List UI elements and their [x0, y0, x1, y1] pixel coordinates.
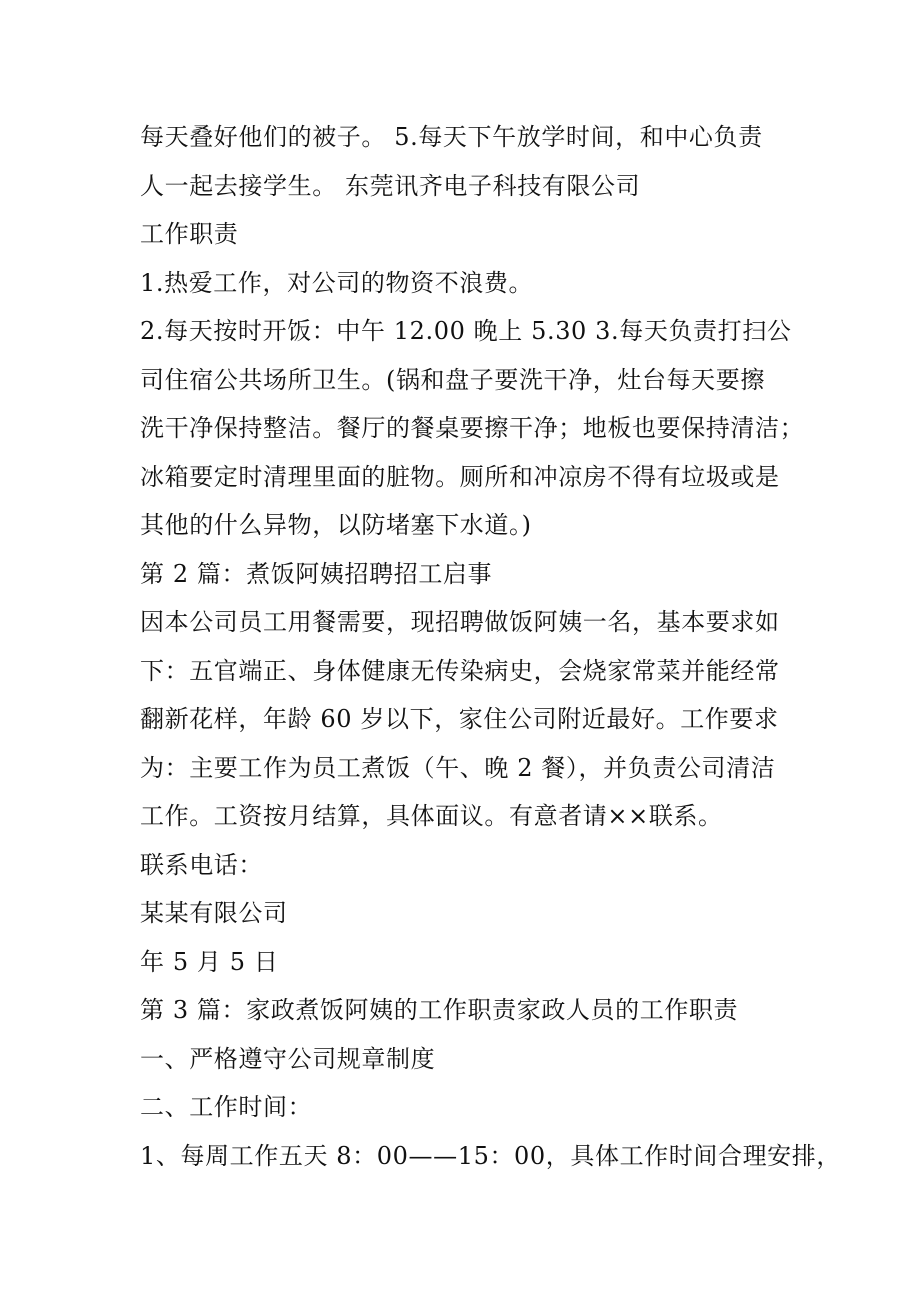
list-heading: 二、工作时间：: [140, 1093, 313, 1121]
text-line: 翻新花样，年龄 60 岁以下，家住公司附近最好。工作要求: [140, 705, 779, 733]
text-line: 下：五官端正、身体健康无传染病史，会烧家常菜并能经常: [140, 656, 780, 685]
text-line: 1.热爱工作，对公司的物资不浪费。: [140, 268, 534, 297]
section-heading: 工作职责: [140, 220, 239, 248]
text-line: 其他的什么异物，以防堵塞下水道。): [140, 511, 532, 539]
section-heading: 第 3 篇：家政煮饭阿姨的工作职责家政人员的工作职责: [140, 996, 739, 1024]
text-line: 洗干净保持整洁。餐厅的餐桌要擦干净；地板也要保持清洁；: [140, 414, 805, 442]
section-heading: 第 2 篇：煮饭阿姨招聘招工启事: [140, 559, 493, 588]
text-line: 因本公司员工用餐需要，现招聘做饭阿姨一名，基本要求如: [140, 608, 780, 636]
text-line: 冰箱要定时清理里面的脏物。厕所和冲凉房不得有垃圾或是: [140, 462, 780, 491]
text-line: 1、每周工作五天 8：00——15：00，具体工作时间合理安排，: [140, 1141, 841, 1170]
text-line: 工作。工资按月结算，具体面议。有意者请××联系。: [140, 802, 723, 830]
date-line: 年 5 月 5 日: [140, 947, 279, 976]
company-name: 某某有限公司: [140, 899, 288, 927]
list-heading: 一、严格遵守公司规章制度: [140, 1044, 436, 1073]
text-line: 人一起去接学生。 东莞讯齐电子科技有限公司: [140, 171, 641, 200]
text-line: 司住宿公共场所卫生。(锅和盘子要洗干净，灶台每天要擦: [140, 365, 765, 394]
text-line: 2.每天按时开饭：中午 12.00 晚上 5.30 3.每天负责打扫公: [140, 317, 792, 345]
contact-phone-label: 联系电话：: [140, 850, 263, 879]
text-line: 为：主要工作为员工煮饭（午、晚 2 餐），并负责公司清洁: [140, 753, 776, 782]
document-body: [140, 113, 841, 1180]
text-line: 每天叠好他们的被子。 5.每天下午放学时间，和中心负责: [140, 123, 763, 151]
